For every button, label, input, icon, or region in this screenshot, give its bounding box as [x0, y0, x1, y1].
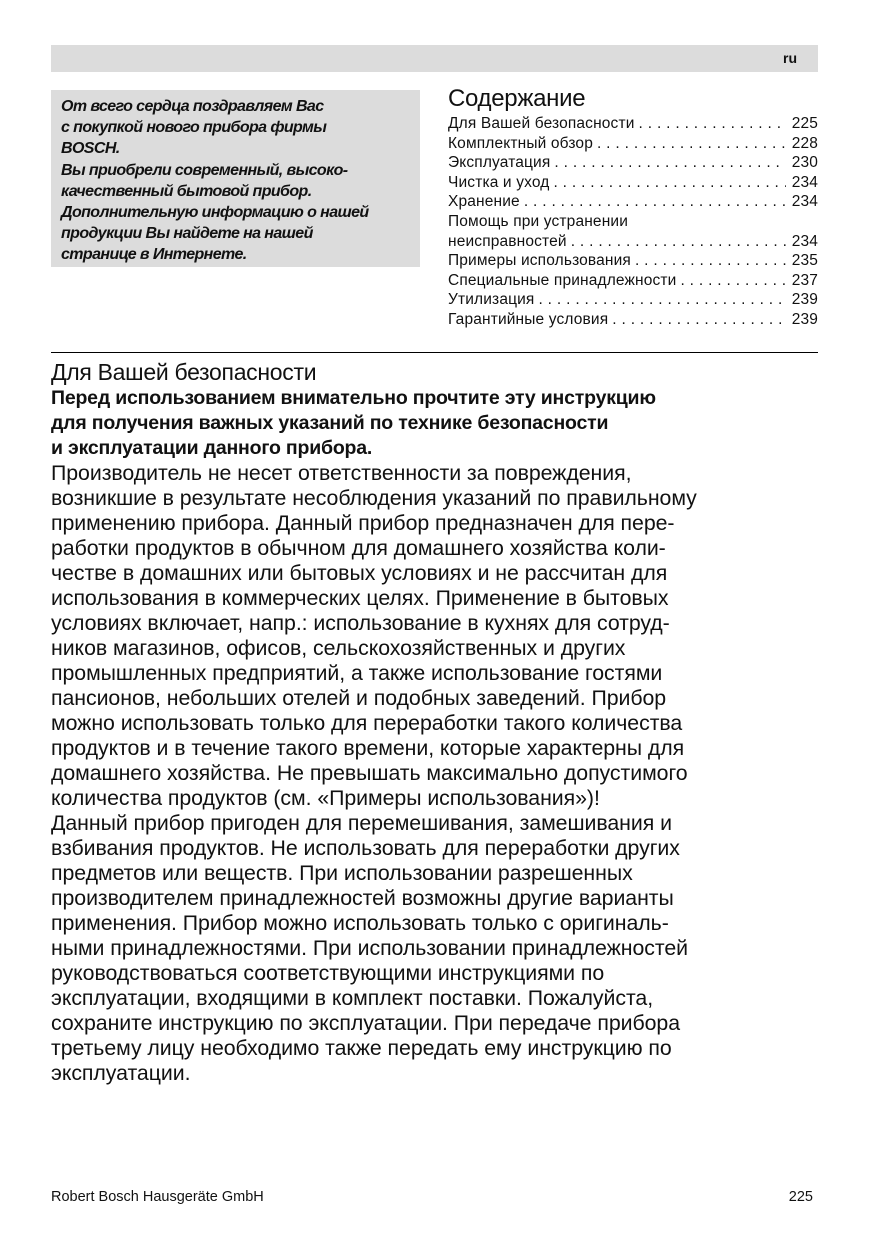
toc-entry-troubleshooting-line2[interactable] — [448, 232, 818, 252]
toc-entry-page: 234 — [791, 232, 818, 250]
toc-entry-text: Специальные принадлежности — [448, 271, 677, 289]
body-line: использования в коммерческих целях. Применение в бытовых — [51, 586, 669, 610]
body-line: сохраните инструкцию по эксплуатации. При передаче прибора — [51, 1011, 680, 1035]
body-line: Данный прибор пригоден для перемешивания, замешивания и — [51, 811, 672, 835]
toc-entry-page: 239 — [791, 310, 818, 328]
body-line: эксплуатации, входящими в комплект поставки. Пожалуйста, — [51, 986, 654, 1010]
intro-line: и эксплуатации данного прибора. — [51, 437, 373, 459]
body-line: домашнего хозяйства. Не превышать максимально допустимого — [51, 761, 688, 785]
toc-entry-cleaning[interactable] — [448, 173, 818, 193]
toc-leader-dots — [571, 232, 786, 252]
toc-entry-text: Эксплуатация — [448, 154, 551, 172]
toc-entry-storage[interactable] — [448, 192, 818, 212]
welcome-line: продукции Вы найдете на нашей — [61, 225, 313, 243]
welcome-box — [51, 90, 420, 267]
toc-leader-dots — [639, 114, 786, 134]
toc-entry-troubleshooting-line1[interactable] — [448, 212, 818, 232]
body-line: честве в домашних или бытовых условиях и не рассчитан для — [51, 561, 668, 585]
body-line: ников магазинов, офисов, сельскохозяйственных и других — [51, 636, 626, 660]
language-code: ru — [783, 50, 797, 66]
body-line: возникшие в результате несоблюдения указаний по правильному — [51, 486, 697, 510]
welcome-line: Дополнительную информацию о нашей — [61, 204, 369, 222]
toc-leader-dots — [597, 134, 786, 154]
body-line: количества продуктов (см. «Примеры использования»)! — [51, 786, 600, 810]
welcome-line: странице в Интернете. — [61, 246, 247, 264]
toc-entry-page: 235 — [791, 252, 818, 270]
toc-entry-operation[interactable] — [448, 153, 818, 173]
body-line: эксплуатации. — [51, 1061, 191, 1085]
body-line: продуктов и в течение такого времени, которые характерны для — [51, 736, 685, 760]
intro-line: Перед использованием внимательно прочтите эту инструкцию — [51, 387, 656, 409]
toc-leader-dots — [635, 251, 786, 271]
toc-entry-accessories[interactable] — [448, 271, 818, 291]
toc-entry-overview[interactable] — [448, 134, 818, 154]
welcome-line: качественный бытовой прибор. — [61, 182, 312, 200]
toc-entry-page: 234 — [791, 193, 818, 211]
welcome-line: BOSCH. — [61, 140, 120, 158]
toc-entry-warranty[interactable] — [448, 310, 818, 330]
toc-entry-page: 234 — [791, 173, 818, 191]
toc-entry-page: 230 — [791, 154, 818, 172]
language-header-bar — [51, 45, 818, 72]
table-of-contents — [448, 84, 818, 330]
body-line: можно использовать только для переработки такого количества — [51, 711, 683, 735]
toc-entry-text: неисправностей — [448, 232, 567, 250]
body-line: третьему лицу необходимо также передать ему инструкцию по — [51, 1036, 672, 1060]
body-line: Производитель не несет ответственности за повреждения, — [51, 461, 632, 485]
toc-entry-safety[interactable] — [448, 114, 818, 134]
welcome-line: От всего сердца поздравляем Вас — [61, 98, 324, 115]
safety-body — [51, 461, 821, 1086]
toc-entry-page: 239 — [791, 291, 818, 309]
toc-leader-dots — [612, 310, 786, 330]
toc-leader-dots — [553, 173, 786, 193]
toc-entry-page: 225 — [791, 115, 818, 132]
safety-intro — [51, 386, 821, 461]
body-line: руководствоваться соответствующими инструкциями по — [51, 961, 605, 985]
toc-entry-text: Для Вашей безопасности — [448, 115, 635, 132]
footer-company: Robert Bosch Hausgeräte GmbH — [51, 1189, 264, 1205]
intro-line: для получения важных указаний по технике безопасности — [51, 412, 609, 434]
safety-section — [51, 359, 821, 1086]
toc-leader-dots — [524, 192, 786, 212]
footer-page-number: 225 — [788, 1189, 813, 1205]
toc-entry-text: Чистка и уход — [448, 173, 550, 191]
toc-entry-page: 228 — [791, 134, 818, 152]
body-line: производителем принадлежностей возможны другие варианты — [51, 886, 674, 910]
toc-leader-dots — [554, 153, 786, 173]
body-line: условиях включает, напр.: использование в кухнях для сотруд- — [51, 611, 670, 635]
body-line: применения. Прибор можно использовать только с оригиналь- — [51, 911, 669, 935]
toc-title: Содержание — [448, 85, 586, 112]
toc-entry-text: Примеры использования — [448, 252, 631, 270]
toc-entry-examples[interactable] — [448, 251, 818, 271]
toc-entry-text: Помощь при устранении — [448, 212, 629, 230]
body-line: ными принадлежностями. При использовании принадлежностей — [51, 936, 689, 960]
section-title: Для Вашей безопасности — [51, 359, 317, 385]
toc-leader-dots — [538, 290, 786, 310]
toc-entry-text: Утилизация — [448, 291, 535, 309]
body-line: предметов или веществ. При использовании разрешенных — [51, 861, 633, 885]
body-line: работки продуктов в обычном для домашнего хозяйства коли- — [51, 536, 666, 560]
toc-entry-text: Комплектный обзор — [448, 134, 593, 152]
toc-entry-page: 237 — [791, 271, 818, 289]
body-line: взбивания продуктов. Не использовать для переработки других — [51, 836, 680, 860]
toc-entry-disposal[interactable] — [448, 290, 818, 310]
toc-entry-text: Гарантийные условия — [448, 310, 609, 328]
section-divider — [51, 352, 818, 353]
welcome-line: с покупкой нового прибора фирмы — [61, 119, 327, 137]
toc-leader-dots — [680, 271, 786, 291]
body-line: промышленных предприятий, а также использование гостями — [51, 661, 663, 685]
body-line: пансионов, небольших отелей и подобных заведений. Прибор — [51, 686, 667, 710]
body-line: применению прибора. Данный прибор предназначен для пере- — [51, 511, 675, 535]
toc-entry-text: Хранение — [448, 193, 520, 211]
welcome-line: Вы приобрели современный, высоко- — [61, 161, 348, 179]
